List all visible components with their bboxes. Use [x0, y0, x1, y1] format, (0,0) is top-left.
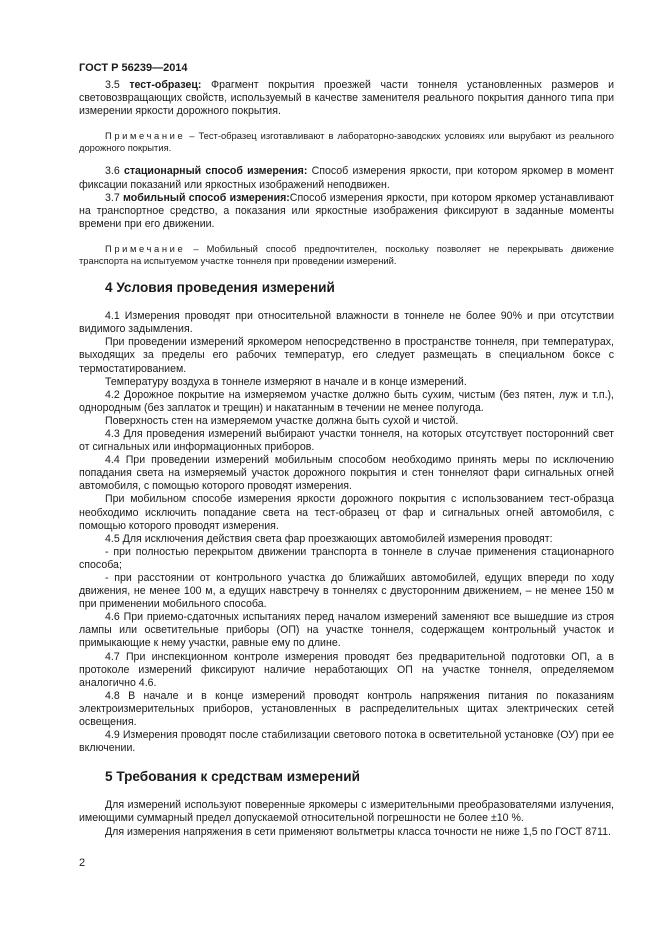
clause-3-6: [79, 165, 614, 191]
paragraph: Поверхность стен на измеряемом участке должна быть сухой и чистой.: [105, 414, 459, 427]
note-label: Примечание: [105, 130, 186, 142]
page-content: [79, 79, 614, 839]
clause-number: 3.5: [105, 79, 130, 91]
paragraph: Температуру воздуха в тоннеле измеряют в начале и в конце измерений.: [105, 375, 467, 388]
paragraph: 4.5 Для исключения действия света фар проезжающих автомобилей измерения проводят:: [105, 532, 553, 545]
definition: Способ измерения яркости, при котором яркомер в момент фиксации показаний или яркостных изображений неподвижен.: [79, 165, 614, 191]
paragraph: 4.2 Дорожное покрытие на измеряемом участке должно быть сухим, чистым (без пятен, луж и т.п.), однородным (без заплаток и трещин) и накатанным в течении не менее полугода.: [79, 388, 614, 414]
list-item: - при полностью перекрытом движении транспорта в тоннеле в случае применения стационарного способа;: [79, 545, 614, 571]
paragraph: 4.9 Измерения проводят после стабилизации светового потока в осветительной установке (ОУ) при ее включении.: [79, 729, 614, 755]
list-item: - при расстоянии от контрольного участка до ближайших автомобилей, едущих впереди по ходу движения, не менее 100 м, а едущих навстречу в тоннелях с двусторонним движением, – не менее 150 м при применении мобильного способа.: [79, 572, 614, 611]
clause-number: 3.6: [105, 165, 124, 178]
note-label: Примечание: [105, 242, 186, 254]
page-number: 2: [79, 857, 86, 869]
clause-3-7: [79, 192, 614, 231]
note-2: [79, 243, 614, 266]
paragraph: 4.1 Измерения проводят при относительной влажности в тоннеле не более 90% и при отсутствии видимого задымления.: [79, 310, 614, 336]
note-text: – Тест-образец изготавливают в лабораторно-заводских условиях или вырубают из реального дорожного покрытия.: [79, 130, 614, 153]
paragraph: При мобильном способе измерения яркости дорожного покрытия с использованием тест-образца необходимо исключить попадание света на тест-образец от фар и сигнальных огней автомобиля, с помощью которого проводят измерения.: [79, 493, 614, 532]
paragraph: Для измерений используют поверенные яркомеры с измерительными преобразователями излучения, имеющими суммарный предел допускаемой относительной погрешности не более ±10 %.: [79, 799, 614, 825]
paragraph: Для измерения напряжения в сети применяют вольтметры класса точности не ниже 1,5 по ГОСТ 8711.: [105, 825, 611, 838]
clause-3-5: [79, 79, 614, 118]
term: тест-образец:: [129, 79, 202, 91]
clause-number: 3.7: [105, 191, 124, 204]
term: стационарный способ измерения:: [123, 165, 308, 178]
paragraph: 4.3 Для проведения измерений выбирают участки тоннеля, на которых отсутствует посторонний свет от сигнальных или информационных приборов.: [79, 427, 614, 454]
note-text: – Мобильный способ предпочтителен, поскольку позволяет не перекрывать движение транспорта на испытуемом участке тоннеля при проведении измерений.: [79, 242, 614, 266]
paragraph: 4.7 При инспекционном контроле измерения проводят без предварительной подготовки ОП, а в протоколе измерений фиксируют наличие неработающих ОП на участке тоннеля, определяемом аналогично 4.6.: [79, 650, 614, 689]
section-5-title: 5 Требования к средствам измерений: [105, 769, 360, 785]
paragraph: 4.6 При приемо-сдаточных испытаниях перед началом измерений заменяют все вышедшие из строя лампы или осветительные приборы (ОП) на участке тоннеля, содержащем контрольный участок и примыкающие к нему участки, равные ему по длине.: [79, 611, 614, 650]
note-1: [79, 130, 614, 153]
paragraph: 4.8 В начале и в конце измерений проводят контроль напряжения питания по показаниям электроизмерительных приборов, установленных в распределительных щитах электрических сетей освещения.: [79, 689, 614, 729]
paragraph: При проведении измерений яркомером непосредственно в пространстве тоннеля, при температурах, выходящих за пределы его рабочих температур, его следует размещать в специальном боксе с термостатированием.: [79, 336, 614, 375]
definition: Способ измерения яркости, при котором яркомер устанавливают на транспортное средство, а показания или яркостные изображения фиксируют в заданные моменты времени при его движении.: [79, 191, 614, 230]
term: мобильный способ измерения:: [123, 191, 290, 204]
paragraph: 4.4 При проведении измерений мобильным способом необходимо принять меры по исключению попадания света на измеряемый участок дорожного покрытия и стен тоннеляот фари сигнальных огней автомобиля, с помощью которого проводят измерения.: [79, 454, 614, 493]
definition: Фрагмент покрытия проезжей части тоннеля установленных размеров и световозвращающих свойств, используемый в качестве заменителя реального покрытия данного типа при измерении яркости дорожного покрытия.: [79, 79, 615, 118]
page-header: ГОСТ Р 56239—2014: [79, 62, 188, 74]
section-4-title: 4 Условия проведения измерений: [105, 280, 335, 296]
